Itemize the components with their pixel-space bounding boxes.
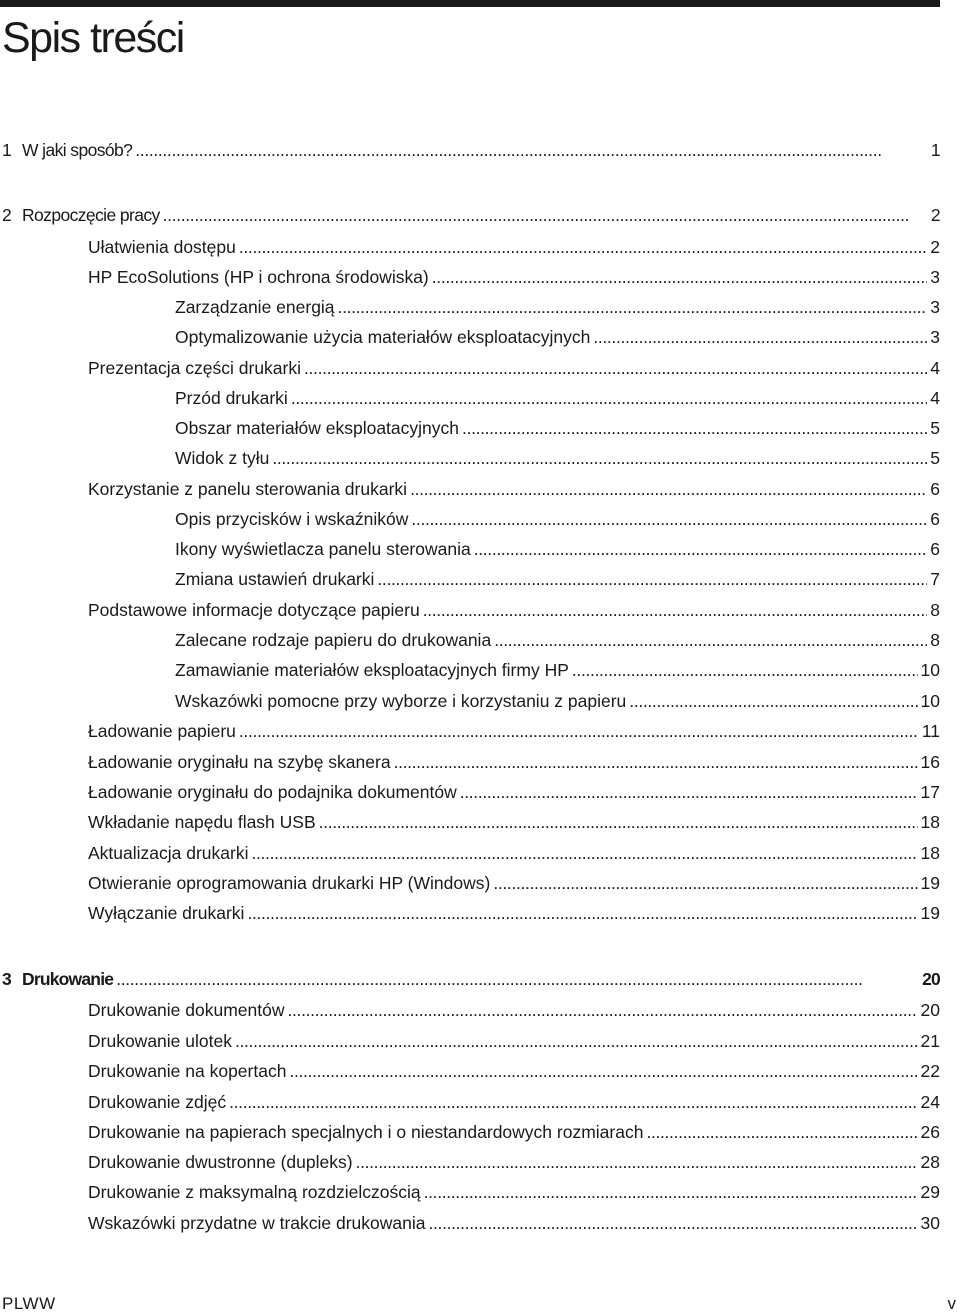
dot-leader [410, 479, 927, 500]
footer-locale-code: PLWW [2, 1294, 56, 1313]
dot-leader [411, 509, 927, 530]
toc-page-number: 11 [921, 721, 940, 741]
toc-chapter-3[interactable] [2, 969, 940, 993]
dot-leader [629, 691, 917, 712]
toc-page-number: 3 [930, 327, 940, 347]
toc-subentry[interactable] [175, 539, 940, 563]
page-title: Spis treści [2, 14, 184, 62]
toc-entry[interactable] [88, 267, 940, 291]
toc-entry[interactable] [88, 358, 940, 382]
toc-entry[interactable] [88, 843, 940, 867]
toc-chapter-2[interactable] [2, 205, 940, 229]
toc-entry-title: Drukowanie na papierach specjalnych i o niestandardowych rozmiarach [88, 1122, 644, 1142]
toc-entry[interactable] [88, 1152, 940, 1176]
toc-entry-title: Ładowanie oryginału do podajnika dokumentów [88, 782, 457, 802]
chapter-number: 1 [2, 140, 12, 160]
toc-subentry[interactable] [175, 630, 940, 654]
dot-leader [319, 812, 918, 833]
toc-entry-title: Optymalizowanie użycia materiałów eksploatacyjnych [175, 327, 591, 347]
toc-page-number: 20 [920, 1000, 940, 1020]
dot-leader [646, 1122, 917, 1143]
toc-subentry[interactable] [175, 660, 940, 684]
toc-subentry[interactable] [175, 448, 940, 472]
dot-leader [116, 969, 919, 990]
toc-subentry[interactable] [175, 297, 940, 321]
toc-entry-title: Drukowanie zdjęć [88, 1092, 227, 1112]
toc-entry-title: Zamawianie materiałów eksploatacyjnych firmy HP [175, 660, 569, 680]
toc-entry[interactable] [88, 1122, 940, 1146]
toc-entry-title: Wyłączanie drukarki [88, 903, 245, 923]
toc-page-number: 4 [930, 358, 940, 378]
dot-leader [424, 1182, 918, 1203]
toc-entry-title: Prezentacja części drukarki [88, 358, 301, 378]
toc-entry-title: Wskazówki przydatne w trakcie drukowania [88, 1213, 426, 1233]
toc-entry-title: Rozpoczęcie pracy [22, 205, 160, 225]
toc-entry-title: Drukowanie na kopertach [88, 1061, 287, 1081]
dot-leader [593, 327, 927, 348]
toc-entry[interactable] [88, 1061, 940, 1085]
toc-page-number: 30 [920, 1213, 940, 1233]
toc-page-number: 5 [930, 418, 940, 438]
dot-leader [462, 418, 927, 439]
dot-leader [239, 721, 919, 742]
toc-entry[interactable] [88, 903, 940, 927]
toc-entry[interactable] [88, 812, 940, 836]
toc-entry-title: Drukowanie dwustronne (dupleks) [88, 1152, 353, 1172]
toc-entry-title: Drukowanie ulotek [88, 1031, 232, 1051]
toc-entry[interactable] [88, 873, 940, 897]
toc-entry-title: Ładowanie papieru [88, 721, 236, 741]
toc-entry-title: Zarządzanie energią [175, 297, 335, 317]
toc-entry-title: Ikony wyświetlacza panelu sterowania [175, 539, 471, 559]
toc-page-number: 28 [920, 1152, 940, 1172]
toc-page-number: 22 [920, 1061, 940, 1081]
toc-page-number: 6 [930, 539, 940, 559]
dot-leader [377, 569, 927, 590]
toc-page-number: 21 [920, 1031, 940, 1051]
toc-page-number: 6 [930, 479, 940, 499]
toc-page-number: 19 [920, 903, 940, 923]
toc-entry[interactable] [88, 1000, 940, 1024]
toc-page-number: 3 [930, 267, 940, 287]
toc-page-number: 16 [920, 752, 940, 772]
toc-page-number: 7 [930, 569, 940, 589]
toc-entry-title: Drukowanie z maksymalną rozdzielczością [88, 1182, 421, 1202]
toc-entry[interactable] [88, 237, 940, 261]
toc-entry-title: Aktualizacja drukarki [88, 843, 249, 863]
dot-leader [247, 903, 917, 924]
toc-entry-title: Zalecane rodzaje papieru do drukowania [175, 630, 492, 650]
toc-entry[interactable] [88, 479, 940, 503]
toc-page-number: 17 [920, 782, 940, 802]
toc-page-number: 8 [930, 630, 940, 650]
toc-entry-title: Ładowanie oryginału na szybę skanera [88, 752, 391, 772]
toc-page-number: 10 [920, 660, 940, 680]
toc-page-number: 4 [930, 388, 940, 408]
toc-page-number: 18 [920, 812, 940, 832]
toc-page-number: 5 [930, 448, 940, 468]
toc-subentry[interactable] [175, 388, 940, 412]
dot-leader [429, 1213, 918, 1234]
dot-leader [135, 140, 928, 161]
dot-leader [288, 1000, 918, 1021]
toc-entry-title: Przód drukarki [175, 388, 288, 408]
dot-leader [229, 1092, 917, 1113]
toc-entry[interactable] [88, 600, 940, 624]
toc-entry-title: Drukowanie dokumentów [88, 1000, 285, 1020]
toc-entry-title: Zmiana ustawień drukarki [175, 569, 375, 589]
toc-subentry[interactable] [175, 418, 940, 442]
toc-entry-title: Opis przycisków i wskaźników [175, 509, 409, 529]
toc-page-number: 24 [920, 1092, 940, 1112]
chapter-number: 3 [2, 969, 11, 989]
toc-page-number: 26 [920, 1122, 940, 1142]
chapter-number: 2 [2, 205, 12, 225]
toc-entry[interactable] [88, 752, 940, 776]
dot-leader [291, 388, 927, 409]
toc-entry-title: Otwieranie oprogramowania drukarki HP (Windows) [88, 873, 491, 893]
top-rule [0, 0, 940, 7]
toc-page-number: 6 [930, 509, 940, 529]
toc-entry-title: Korzystanie z panelu sterowania drukarki [88, 479, 408, 499]
dot-leader [394, 752, 918, 773]
footer-page-number: v [947, 1294, 956, 1313]
toc-entry[interactable] [88, 1031, 940, 1055]
dot-leader [304, 358, 927, 379]
toc-entry-title: HP EcoSolutions (HP i ochrona środowiska) [88, 267, 429, 287]
dot-leader [235, 1031, 918, 1052]
toc-page-number: 10 [920, 691, 940, 711]
toc-subentry[interactable] [175, 569, 940, 593]
toc-page-number: 19 [920, 873, 940, 893]
toc-entry[interactable] [88, 782, 940, 806]
toc-subentry[interactable] [175, 327, 940, 351]
dot-leader [356, 1152, 918, 1173]
toc-page-number: 2 [930, 237, 940, 257]
toc-page-number: 29 [920, 1182, 940, 1202]
toc-entry-title: Obszar materiałów eksploatacyjnych [175, 418, 460, 438]
toc-entry-title: Podstawowe informacje dotyczące papieru [88, 600, 420, 620]
dot-leader [272, 448, 927, 469]
toc-entry[interactable] [88, 721, 940, 745]
dot-leader [474, 539, 928, 560]
dot-leader [494, 630, 927, 651]
toc-chapter-1[interactable] [2, 140, 940, 164]
toc-entry[interactable] [88, 1182, 940, 1206]
dot-leader [289, 1061, 917, 1082]
toc-entry-title: Ułatwienia dostępu [88, 237, 236, 257]
toc-entry-title: Wskazówki pomocne przy wyborze i korzystaniu z papieru [175, 691, 627, 711]
dot-leader [460, 782, 918, 803]
dot-leader [251, 843, 917, 864]
dot-leader [423, 600, 928, 621]
toc-subentry[interactable] [175, 691, 940, 715]
toc-entry[interactable] [88, 1092, 940, 1116]
toc-entry-title: W jaki sposób? [22, 140, 133, 160]
toc-entry-title: Wkładanie napędu flash USB [88, 812, 316, 832]
toc-page-number: 1 [930, 140, 940, 160]
toc-page-number: 8 [930, 600, 940, 620]
dot-leader [572, 660, 918, 681]
dot-leader [163, 205, 928, 226]
toc-subentry[interactable] [175, 509, 940, 533]
toc-page-number: 3 [930, 297, 940, 317]
toc-entry-title: Widok z tyłu [175, 448, 270, 468]
dot-leader [239, 237, 927, 258]
toc-page-number: 2 [930, 205, 940, 225]
toc-page-number: 20 [922, 969, 940, 989]
dot-leader [338, 297, 928, 318]
toc-entry[interactable] [88, 1213, 940, 1237]
toc-page-number: 18 [920, 843, 940, 863]
toc-entry-title: Drukowanie [22, 969, 114, 989]
dot-leader [493, 873, 917, 894]
dot-leader [432, 267, 928, 288]
